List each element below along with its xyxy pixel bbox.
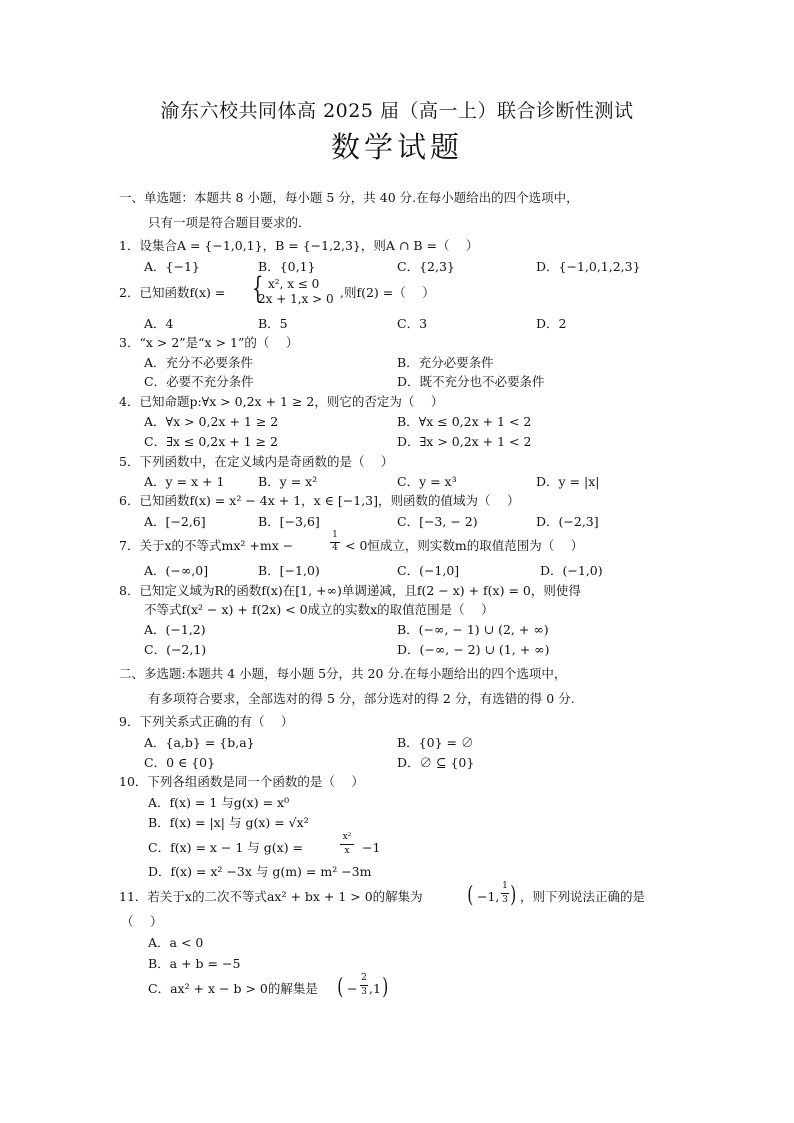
q11-c-fraction-bar xyxy=(360,985,368,986)
q9-stem: 9．下列关系式正确的有（ ） xyxy=(119,714,294,729)
q4-option-d: D．∃x > 0,2x + 1 < 2 xyxy=(397,434,532,449)
q2-piece-top: x², x ≤ 0 xyxy=(268,277,320,291)
q9-option-d: D．∅ ⊆ {0} xyxy=(397,755,475,770)
q2-piece-bottom: 2x + 1,x > 0 xyxy=(258,292,334,306)
q10-option-c-pre: C．f(x) = x − 1 与 g(x) = xyxy=(148,840,304,855)
q4-option-a: A．∀x > 0,2x + 1 ≥ 2 xyxy=(144,414,279,429)
q3-option-a: A．充分不必要条件 xyxy=(144,355,254,370)
q11-stem-line2: （ ） xyxy=(121,914,163,929)
q10-c-fraction-bar xyxy=(340,844,354,845)
q4-stem: 4．已知命题p:∀x > 0,2x + 1 ≥ 2，则它的否定为（ ） xyxy=(119,394,444,409)
q10-c-fraction-denominator: x xyxy=(344,846,350,856)
q2-option-b: B．5 xyxy=(258,316,288,331)
q6-option-a: A．[−2,6] xyxy=(144,514,206,529)
q1-option-c: C．{2,3} xyxy=(397,259,455,274)
q7-fraction-numerator: 1 xyxy=(332,530,338,540)
q2-option-c: C．3 xyxy=(397,316,428,331)
q11-c-fraction-numerator: 2 xyxy=(361,973,367,983)
q11-stem-pre: 11．若关于x的二次不等式ax² + bx + 1 > 0的解集为 xyxy=(119,889,423,904)
q10-option-b: B．f(x) = |x| 与 g(x) = √x² xyxy=(148,815,309,830)
q1-stem: 1．设集合A = {−1,0,1}，B = {−1,2,3}，则A ∩ B =（ ） xyxy=(119,238,479,253)
q4-option-c: C．∃x ≤ 0,2x + 1 ≥ 2 xyxy=(144,434,278,449)
q11-paren-left: ( xyxy=(467,883,474,908)
q6-option-b: B．[−3,6] xyxy=(258,514,320,529)
q6-option-d: D．(−2,3] xyxy=(536,514,599,529)
section1-heading-cont: 只有一项是符合题目要求的． xyxy=(148,215,311,230)
q11-c-paren-left: ( xyxy=(337,975,344,1000)
q6-option-c: C．[−3, − 2) xyxy=(397,514,478,529)
q8-option-b: B．(−∞, − 1) ∪ (2, + ∞) xyxy=(397,622,549,637)
q5-option-c: C．y = x³ xyxy=(397,474,457,489)
q11-fraction-numerator: 1 xyxy=(502,881,508,891)
section2-heading: 二、多选题:本题共 4 小题，每小题 5分，共 20 分.在每小题给出的四个选项中， xyxy=(119,666,567,681)
q3-stem: 3．“x > 2”是“x > 1”的（ ） xyxy=(119,335,299,350)
q4-option-b: B．∀x ≤ 0,2x + 1 < 2 xyxy=(397,414,532,429)
q8-stem-line1: 8．已知定义域为R的函数f(x)在[1, +∞)单调递减，且f(2 − x) + f(x) = 0，则使得 xyxy=(119,583,581,598)
q7-option-d: D．(−1,0) xyxy=(540,563,603,578)
q7-stem-pre: 7．关于x的不等式mx² +mx − xyxy=(119,538,294,553)
q8-option-c: C．(−2,1) xyxy=(144,642,207,657)
q11-interval-pre: −1, xyxy=(477,889,500,904)
q9-option-a: A．{a,b} = {b,a} xyxy=(144,735,255,750)
q2-brace: { xyxy=(252,271,264,306)
q10-option-d: D．f(x) = x² −3x 与 g(m) = m² −3m xyxy=(148,864,372,879)
q11-option-c-pre: C．ax² + x − b > 0的解集是 xyxy=(148,981,318,996)
q8-stem-line2: 不等式f(x² − x) + f(2x) < 0成立的实数x的取值范围是（ ） xyxy=(144,602,494,617)
q5-stem: 5．下列函数中，在定义域内是奇函数的是（ ） xyxy=(119,454,394,469)
q11-c-interval-post: ,1 xyxy=(369,981,381,996)
section1-heading: 一、单选题：本题共 8 小题，每小题 5 分，共 40 分.在每小题给出的四个选项中， xyxy=(119,190,579,205)
q11-fraction-denominator: 3 xyxy=(502,895,508,905)
q8-option-d: D．(−∞, − 2) ∪ (1, + ∞) xyxy=(397,642,550,657)
q5-option-b: B．y = x² xyxy=(258,474,318,489)
q7-option-b: B．[−1,0) xyxy=(258,563,320,578)
q3-option-d: D．既不充分也不必要条件 xyxy=(397,374,545,389)
q10-option-a: A．f(x) = 1 与g(x) = x⁰ xyxy=(148,795,290,810)
q2-stem-post: ,则f(2) =（ ） xyxy=(340,285,435,300)
exam-subject-title: 数学试题 xyxy=(330,130,463,164)
q10-stem: 10．下列各组函数是同一个函数的是（ ） xyxy=(119,774,364,789)
q11-stem-post: ，则下列说法正确的是 xyxy=(520,889,646,904)
q2-option-a: A．4 xyxy=(144,316,174,331)
q11-c-fraction-denominator: 3 xyxy=(361,987,367,997)
q1-option-b: B．{0,1} xyxy=(258,259,316,274)
q10-c-fraction-numerator: x² xyxy=(342,832,352,842)
q11-c-paren-right: ) xyxy=(382,975,389,1000)
q7-stem-post: < 0恒成立，则实数m的取值范围为（ ） xyxy=(345,538,584,553)
q8-option-a: A．(−1,2) xyxy=(144,622,206,637)
q7-option-c: C．(−1,0] xyxy=(397,563,460,578)
q11-c-interval-pre: − xyxy=(347,981,358,996)
q7-fraction-denominator: 4 xyxy=(332,543,338,553)
q9-option-b: B．{0} = ∅ xyxy=(397,735,474,750)
q5-option-d: D．y = |x| xyxy=(536,474,600,489)
q11-option-b: B．a + b = −5 xyxy=(148,956,241,971)
q11-fraction-bar xyxy=(501,893,509,894)
q1-option-d: D．{−1,0,1,2,3} xyxy=(536,259,641,274)
q3-option-c: C．必要不充分条件 xyxy=(144,374,254,389)
q3-option-b: B．充分必要条件 xyxy=(397,355,494,370)
q2-stem-pre: 2．已知函数f(x) = xyxy=(119,285,226,300)
q2-option-d: D．2 xyxy=(536,316,567,331)
q11-option-a: A．a < 0 xyxy=(148,935,204,950)
q10-option-c-post: −1 xyxy=(362,840,381,855)
q1-option-a: A．{−1} xyxy=(144,259,200,274)
q7-option-a: A．(−∞,0] xyxy=(144,563,209,578)
q6-stem: 6．已知函数f(x) = x² − 4x + 1，x ∈ [−1,3]，则函数的值域为（ ） xyxy=(119,493,520,508)
section2-heading-cont: 有多项符合要求，全部选对的得 5 分，部分选对的得 2 分，有选错的得 0 分. xyxy=(148,691,575,706)
exam-title: 渝东六校共同体高 2025 届（高一上）联合诊断性测试 xyxy=(160,100,634,122)
q11-paren-right: ) xyxy=(510,883,517,908)
q5-option-a: A．y = x + 1 xyxy=(144,474,225,489)
q9-option-c: C．0 ∈ {0} xyxy=(144,755,216,770)
